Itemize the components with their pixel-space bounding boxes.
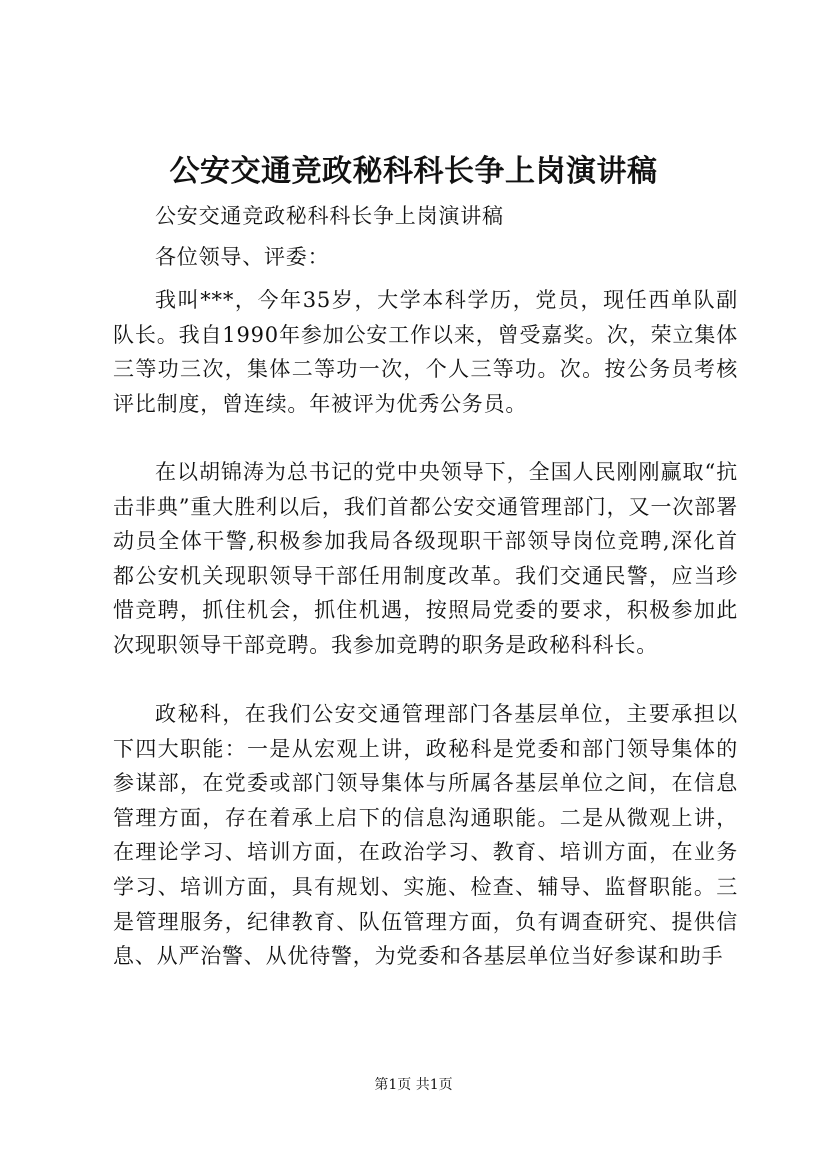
paragraph-intro: 我叫***，今年35岁，大学本科学历，党员，现任西单队副队长。我自1990年参加公安工作以来，曾受嘉奖。次，荣立集体三等功三次，集体二等功一次，个人三等功。次。按公务员考核评比制度，曾连续。年被评为优秀公务员。 (113, 288, 738, 416)
paragraph-duties: 政秘科，在我们公安交通管理部门各基层单位，主要承担以下四大职能：一是从宏观上讲，政秘科是党委和部门领导集体的参谋部，在党委或部门领导集体与所属各基层单位之间，在信息管理方面，存在着承上启下的信息沟通职能。二是从微观上讲，在理论学习、培训方面，在政治学习、教育、培训方面，在业务学习、培训方面，具有规划、实施、检查、辅导、监督职能。三是管理服务，纪律教育、队伍管理方面，负有调查研究、提供信息、从严治警、从优待警，为党委和各基层单位当好参谋和助手 (113, 702, 738, 969)
page-footer: 第1页 共1页 (374, 1077, 453, 1093)
salutation: 各位领导、评委： (155, 245, 330, 269)
subtitle: 公安交通竞政秘科科长争上岗演讲稿 (155, 204, 504, 228)
paragraph-background: 在以胡锦涛为总书记的党中央领导下，全国人民刚刚赢取“抗击非典”重大胜利以后，我们首都公安交通管理部门，又一次部署动员全体干警,积极参加我局各级现职干部领导岗位竞聘,深化首都公安机关现职领导干部任用制度改革。我们交通民警，应当珍惜竞聘，抓住机会，抓住机遇，按照局党委的要求，积极参加此次现职领导干部竞聘。我参加竞聘的职务是政秘科科长。 (113, 460, 738, 657)
document-title: 公安交通竞政秘科科长争上岗演讲稿 (169, 154, 658, 189)
